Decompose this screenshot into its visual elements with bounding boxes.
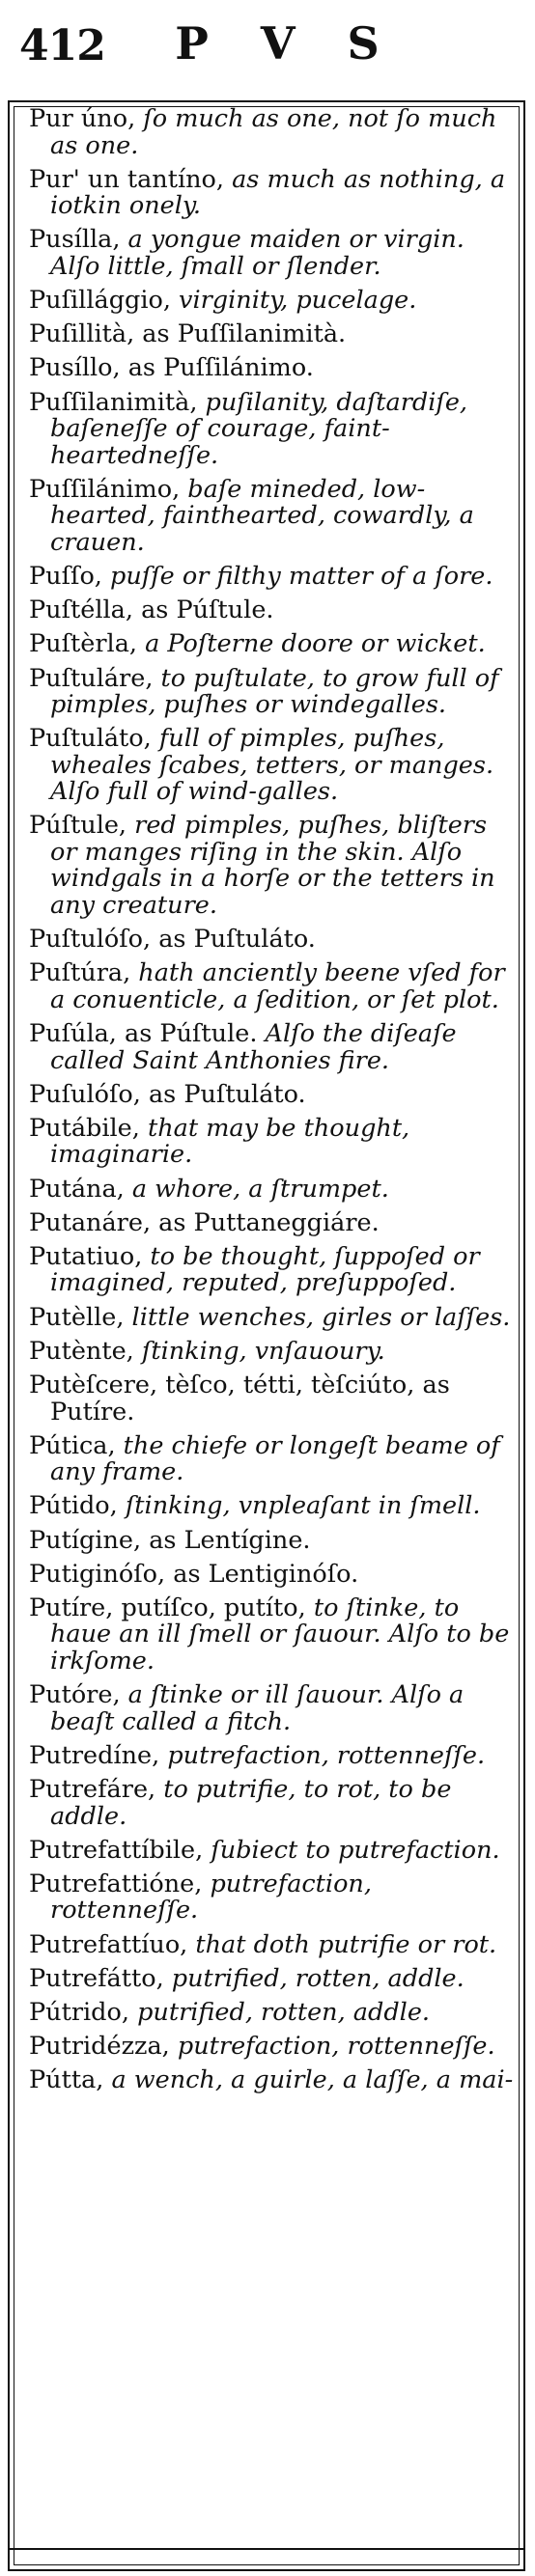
dictionary-entry	[29, 164, 518, 221]
dictionary-entry	[29, 1079, 518, 1109]
entry-headword: Putrefattióne,	[29, 1869, 203, 1898]
dictionary-entry	[29, 663, 518, 720]
entry-headword: Puſtélla, as Púſtule.	[29, 596, 274, 625]
dictionary-entry	[29, 1207, 518, 1237]
dictionary-entry	[29, 1021, 518, 1074]
entry-definition: ſo much as one, not ſo much as one.	[50, 104, 497, 160]
entry-headword: Putrefáre,	[29, 1775, 156, 1804]
dictionary-entry	[29, 927, 518, 954]
entry-headword: Putrefátto,	[29, 1963, 164, 1993]
dictionary-entry	[29, 1963, 518, 1993]
running-title: P V S	[175, 17, 380, 69]
entry-headword: Putatiuo,	[29, 1241, 143, 1271]
entry-definition: a ſtinke or ill ſauour. Alſo a beaſt called a fitch.	[50, 1680, 465, 1736]
entry-headword: Puſillággio,	[29, 286, 171, 316]
entry-headword: Puſſo,	[29, 562, 102, 591]
entry-definition: puſſe or filthy matter of a ſore.	[101, 562, 493, 591]
entry-headword: Putóre,	[29, 1680, 121, 1710]
entry-definition: ſtinking, vnpleaſant in ſmell.	[117, 1491, 481, 1521]
entry-definition: a wench, a guirle, a laſſe, a mai-	[103, 2065, 514, 2095]
entry-definition: hath anciently beene vſed for a conuenticle, a ſedition, or ſet plot.	[50, 958, 505, 1014]
dictionary-entry	[29, 726, 518, 806]
page-header	[0, 0, 535, 79]
entry-definition: to be thought, ſuppoſed or imagined, reputed, preſuppoſed.	[50, 1241, 480, 1298]
entry-definition: full of pimples, puſhes, wheales ſcabes, tetters, or manges. Alſo full of wind-galles.	[50, 724, 494, 807]
entry-headword: Pútido,	[29, 1491, 118, 1521]
bottom-divider	[10, 2548, 525, 2550]
entry-definition: that may be thought, imaginarie.	[50, 1113, 410, 1170]
dictionary-entry	[29, 1682, 518, 1735]
dictionary-entry	[29, 1740, 518, 1770]
dictionary-entry	[29, 631, 518, 658]
entry-headword: Putèſcere, tèſco, tétti, tèſciúto, as Putíre.	[29, 1371, 450, 1426]
entry-definition: putrified, rotten, addle.	[163, 1963, 465, 1993]
dictionary-entry	[29, 1430, 518, 1487]
dictionary-entry	[29, 474, 518, 557]
dictionary-entry	[29, 2067, 518, 2094]
dictionary-entry	[29, 1241, 518, 1298]
entry-headword: Puſſilánimo,	[29, 474, 181, 504]
entry-definition: putrified, rotten, addle.	[128, 1997, 431, 2027]
dictionary-entry	[29, 1777, 518, 1830]
entry-headword: Puſtèrla,	[29, 629, 138, 659]
entry-headword: Puſtuláto,	[29, 724, 152, 754]
dictionary-entry	[29, 960, 518, 1013]
entry-definition: putrefaction, rottenneſſe.	[159, 1740, 486, 1770]
dictionary-entry	[29, 1302, 518, 1332]
entry-headword: Puſſilanimità,	[29, 387, 198, 417]
entry-definition: a whore, a ſtrumpet.	[124, 1174, 389, 1204]
dictionary-entry	[29, 1997, 518, 2027]
dictionary-entry	[29, 1174, 518, 1204]
dictionary-entry	[29, 564, 518, 591]
entry-headword: Putígine, as Lentígine.	[29, 1525, 311, 1555]
dictionary-entry	[29, 1372, 518, 1426]
entry-headword: Putridézza,	[29, 2032, 170, 2062]
entry-definition: red pimples, puſhes, bliſters or manges riſing in the skin. Alſo windgals in a horſe or the tetters in any creature.	[50, 811, 495, 920]
dictionary-entry	[29, 1871, 518, 1925]
entry-definition: to puſtulate, to grow full of pimples, puſhes or windegalles.	[50, 663, 499, 720]
entry-headword: Putrefattíbile,	[29, 1835, 204, 1865]
entry-headword: Pusílla,	[29, 225, 121, 255]
entry-headword: Putèlle,	[29, 1302, 125, 1332]
entry-headword: Pusíllo, as Puſſilánimo.	[29, 353, 314, 383]
dictionary-entry	[29, 1493, 518, 1520]
dictionary-entry	[29, 1525, 518, 1555]
dictionary-entry	[29, 321, 518, 348]
dictionary-entry	[29, 1559, 518, 1589]
entry-definition: a Poſterne doore or wicket.	[137, 629, 486, 659]
entry-headword: Putènte,	[29, 1336, 134, 1366]
entry-definition: ſtinking, vnſauoury.	[133, 1336, 385, 1366]
entry-headword: Putredíne,	[29, 1740, 160, 1770]
entry-definition: ſubiect to putrefaction.	[203, 1835, 500, 1865]
entry-headword: Putíre, putíſco, putíto,	[29, 1593, 306, 1622]
entry-list	[29, 106, 518, 2102]
entry-definition: putrefaction, rottenneſſe.	[50, 1869, 372, 1925]
dictionary-entry	[29, 1929, 518, 1959]
entry-headword: Puſtuláre,	[29, 663, 154, 693]
entry-headword: Pútta,	[29, 2065, 104, 2095]
dictionary-entry	[29, 387, 518, 470]
entry-headword: Putábile,	[29, 1113, 140, 1143]
entry-definition: putrefaction, rottenneſſe.	[169, 2032, 495, 2062]
entry-headword: Pútica,	[29, 1430, 116, 1460]
entry-definition: the chiefe or longeſt beame of any frame.	[50, 1430, 500, 1487]
dictionary-entry	[29, 1595, 518, 1676]
entry-definition: as much as nothing, a iotkin onely.	[50, 164, 506, 221]
entry-definition: to ſtinke, to haue an ill ſmell or ſauour. Alſo to be irkſome.	[50, 1593, 510, 1676]
entry-headword: Puſillità, as Puſſilanimità.	[29, 319, 347, 349]
entry-headword: Puſtulóſo, as Puſtuláto.	[29, 925, 316, 955]
page-number: 412	[19, 21, 105, 70]
dictionary-entry	[29, 1113, 518, 1170]
entry-definition: little wenches, girles or laſſes.	[124, 1302, 511, 1332]
dictionary-entry	[29, 597, 518, 624]
entry-headword: Pur úno,	[29, 104, 136, 133]
entry-definition: to putrifie, to rot, to be addle.	[50, 1775, 452, 1831]
entry-definition: Alſo the diſeaſe called Saint Anthonies fire.	[50, 1019, 457, 1075]
entry-headword: Putrefattíuo,	[29, 1929, 188, 1959]
entry-headword: Putiginóſo, as Lentiginóſo.	[29, 1559, 359, 1589]
entry-headword: Putána,	[29, 1174, 125, 1204]
entry-headword: Puſulóſo, as Puſtuláto.	[29, 1079, 306, 1109]
entry-headword: Pur' un tantíno,	[29, 164, 224, 194]
entry-headword: Putanáre, as Puttaneggiáre.	[29, 1207, 380, 1237]
dictionary-entry	[29, 227, 518, 280]
dictionary-entry	[29, 288, 518, 315]
entry-headword: Púſtule,	[29, 811, 127, 841]
dictionary-entry	[29, 1835, 518, 1865]
entry-definition: baſe mineded, low-hearted, fainthearted, cowardly, a crauen.	[50, 474, 474, 557]
dictionary-entry	[29, 106, 518, 159]
dictionary-entry	[29, 355, 518, 382]
entry-definition: puſilanity, daſtardiſe, baſeneſſe of courage, faint-heartedneſſe.	[50, 387, 468, 470]
entry-definition: that doth putrifie or rot.	[187, 1929, 497, 1959]
entry-headword: Pútrido,	[29, 1997, 129, 2027]
entry-headword: Puſúla, as Púſtule.	[29, 1019, 258, 1048]
entry-definition: a yongue maiden or virgin. Alſo little, ſmall or ſlender.	[50, 225, 465, 281]
entry-definition: virginity, pucelage.	[170, 286, 417, 316]
dictionary-entry	[29, 813, 518, 919]
entry-headword: Puſtúra,	[29, 958, 131, 988]
dictionary-entry	[29, 1336, 518, 1366]
dictionary-entry	[29, 2034, 518, 2061]
